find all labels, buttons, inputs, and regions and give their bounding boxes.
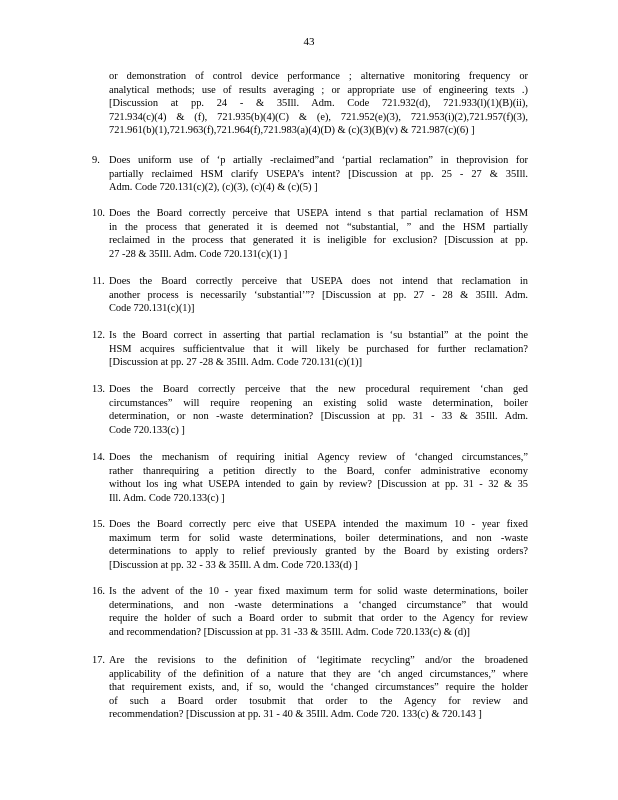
- text-line: Does the mechanism of requiring initial Agency review of ‘changed circumstances,”: [109, 452, 528, 463]
- text-line: Does the Board correctly perc eive that USEPA intended the maximum 10 - year fixed: [109, 519, 528, 530]
- text-line: determinations, and non -waste determinations a ‘changed circumstance” that would: [109, 599, 528, 611]
- item-number: 17.: [92, 655, 105, 666]
- text-line: Does uniform use of ‘p artially -reclaimed”and ‘partial reclamation” in theprovision for: [109, 155, 528, 166]
- text-line: [Discussion at pp. 24 - & 35Ill. Adm. Code 721.932(d), 721.933(l)(1)(B)(ii),: [109, 98, 528, 109]
- text-line: Code 720.133(c) ]: [109, 424, 185, 436]
- text-line: Ill. Adm. Code 720.133(c) ]: [109, 492, 225, 504]
- text-line: 27 -28 & 35Ill. Adm. Code 720.131(c)(1) ]: [109, 248, 288, 260]
- item-number: 9.: [92, 155, 100, 166]
- text-line: without los ing what USEPA intended to gain by review? [Discussion at pp. 31 - 32 & 35: [109, 479, 528, 490]
- item-number: 10.: [92, 208, 105, 219]
- question-item: [92, 383, 528, 437]
- text-line: of such a Board order tosubmit that order to the Agency for review and: [109, 695, 528, 707]
- text-line: that requirement exists, and, if so, would the ‘changed circumstances” require the holder: [109, 682, 528, 693]
- text-line: or demonstration of control device performance ; alternative monitoring frequency or: [109, 71, 528, 82]
- text-line: circumstances” will require reopening an existing solid waste determination, boiler: [109, 397, 528, 409]
- text-line: applicability of the definition of a nature that they are ‘ch anged circumstances,” where: [109, 668, 528, 680]
- text-line: determination, or non -waste determination? [Discussion at pp. 31 - 33 & 35Ill. Adm.: [109, 411, 528, 422]
- text-line: Are the revisions to the definition of ‘legitimate recycling” and/or the broadened: [109, 655, 528, 666]
- text-line: Is the Board correct in asserting that partial reclamation is ‘su bstantial” at the point the: [109, 330, 528, 341]
- text-line: [Discussion at pp. 32 - 33 & 35Ill. A dm. Code 720.133(d) ]: [109, 559, 358, 571]
- question-item: [92, 275, 528, 316]
- item-number: 11.: [92, 276, 105, 287]
- question-item: [92, 329, 528, 370]
- text-line: [Discussion at pp. 27 -28 & 35Ill. Adm. Code 720.131(c)(1)]: [109, 357, 363, 368]
- text-line: Does the Board correctly perceive that USEPA does not intend that reclamation in: [109, 276, 528, 287]
- text-line: require the holder of such a Board order to submit that order to the Agency for review: [109, 613, 528, 624]
- text-line: Is the advent of the 10 - year fixed maximum term for solid waste determinations, boiler: [109, 586, 528, 597]
- text-line: recommendation? [Discussion at pp. 31 - 40 & 35Ill. Adm. Code 720. 133(c) & 720.143 ]: [109, 709, 482, 720]
- text-line: another process is necessarily ‘substantial’”? [Discussion at pp. 27 - 28 & 35Ill. Adm.: [109, 289, 528, 301]
- text-line: Does the Board correctly perceive that the new procedural requirement ‘chan ged: [109, 384, 528, 395]
- question-item: [92, 451, 528, 505]
- item-number: 14.: [92, 452, 105, 463]
- text-line: and recommendation? [Discussion at pp. 31 -33 & 35Ill. Adm. Code 720.133(c) & (d)]: [109, 626, 471, 638]
- question-item: [92, 585, 528, 639]
- text-line: 721.961(b)(1),721.963(f),721.964(f),721.983(a)(4)(D) & (c)(3)(B)(v) & 721.987(c)(6) ]: [109, 125, 475, 136]
- text-line: Code 720.131(c)(1)]: [109, 303, 195, 314]
- text-line: analytical methods; use of results averaging ; or appropriate use of engineering texts .): [109, 84, 528, 96]
- text-line: HSM acquires sufficientvalue that it will likely be purchased for further reclamation?: [109, 343, 528, 355]
- page-number: 43: [303, 36, 315, 48]
- question-item: [92, 518, 528, 572]
- text-line: Does the Board correctly perceive that USEPA intend s that partial reclamation of HSM: [109, 208, 528, 219]
- question-item: [92, 207, 528, 261]
- paragraph-continuation: [92, 70, 528, 138]
- text-line: reclaimed in the process that generated it is ineligible for exclusion? [Discussion at pp.: [109, 235, 528, 246]
- question-item: [92, 154, 528, 195]
- item-number: 13.: [92, 384, 105, 395]
- item-number: 16.: [92, 586, 105, 597]
- text-line: Adm. Code 720.131(c)(2), (c)(3), (c)(4) & (c)(5) ]: [109, 182, 318, 193]
- question-item: [92, 654, 528, 722]
- text-line: maximum term for solid waste determinations, boiler determinations, and non -waste: [109, 532, 528, 544]
- text-line: 721.934(c)(4) & (f), 721.935(b)(4)(C) & (e), 721.952(e)(3), 721.953(i)(2),721.957(f)(3),: [109, 111, 528, 123]
- text-line: determinations to apply to relief previously granted by the Board by existing orders?: [109, 546, 528, 557]
- text-line: in the process that generated it is deemed not “substantial, ” and the HSM partially: [109, 221, 528, 233]
- text-line: rather thanrequiring a petition directly to the Board, confer administrative economy: [109, 465, 528, 477]
- item-number: 15.: [92, 519, 105, 530]
- text-line: partially reclaimed HSM clarify USEPA’s intent? [Discussion at pp. 25 - 27 & 35Ill.: [109, 168, 528, 180]
- item-number: 12.: [92, 330, 105, 341]
